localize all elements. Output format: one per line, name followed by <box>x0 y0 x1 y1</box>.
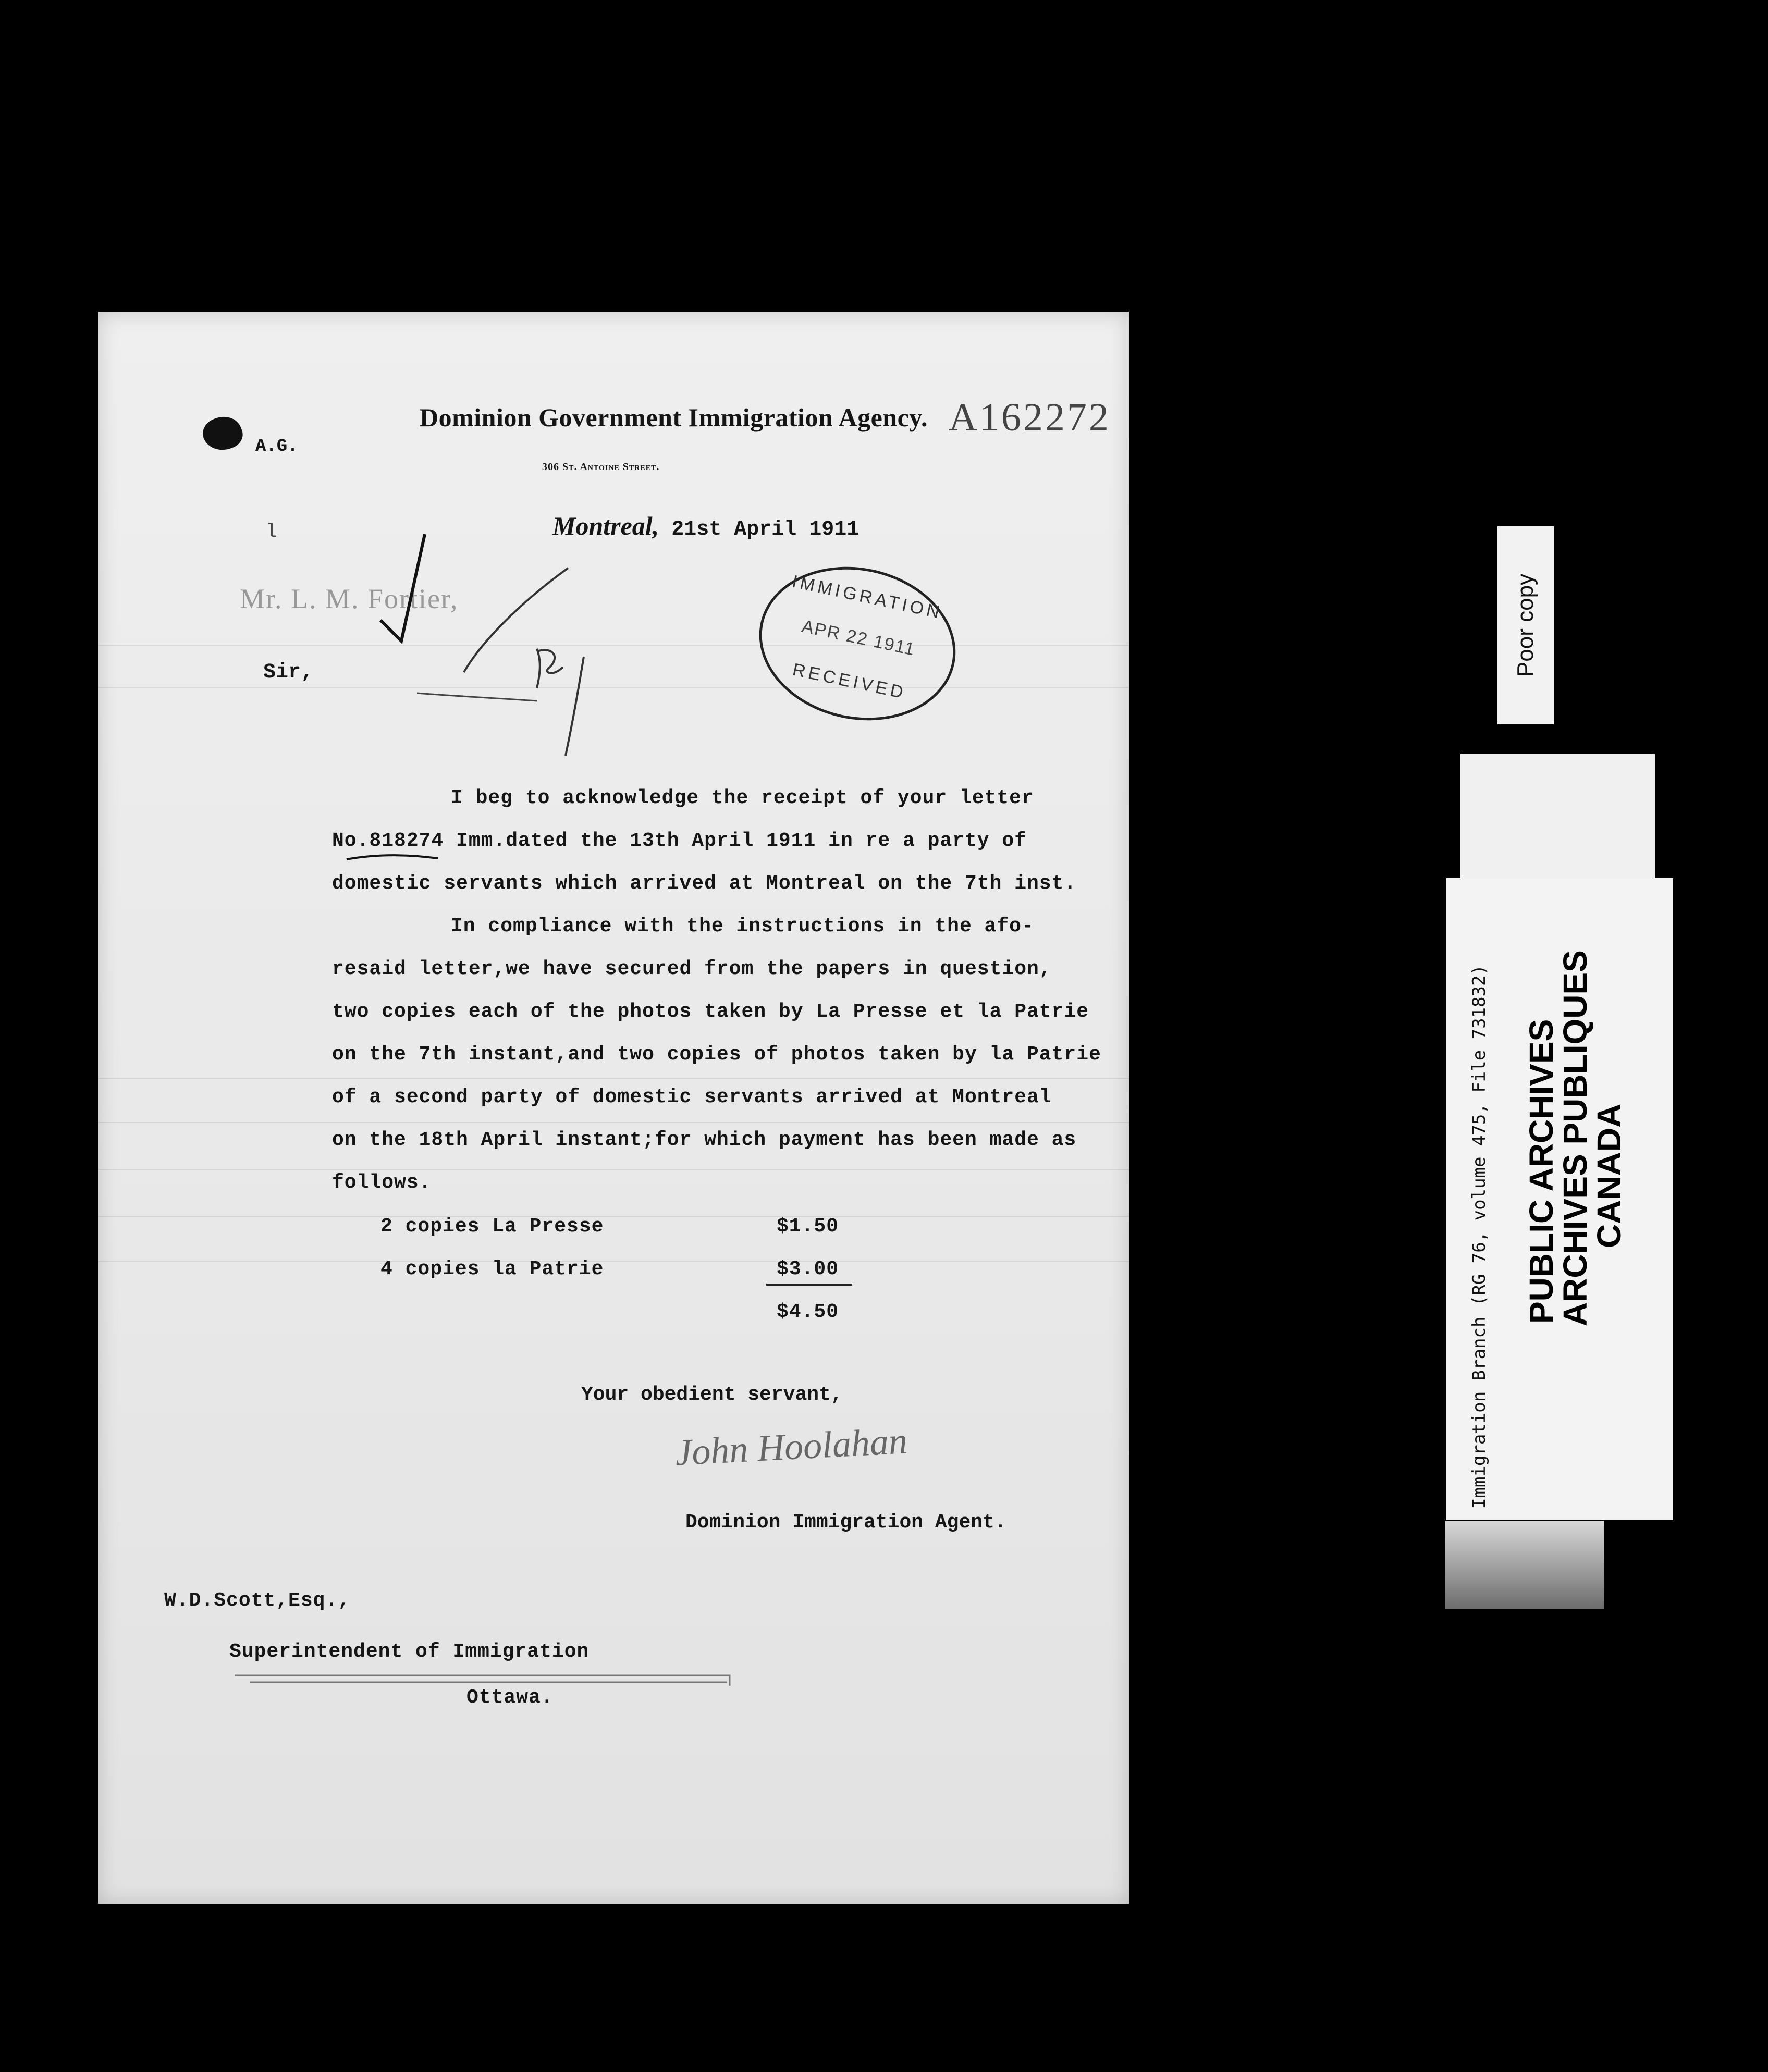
date-city: Montreal, <box>552 511 659 540</box>
ruled-line <box>98 1078 1129 1079</box>
poor-copy-text: Poor copy <box>1513 573 1538 677</box>
ruled-line <box>98 1169 1129 1170</box>
ruled-line <box>98 1261 1129 1262</box>
ruled-line <box>98 1122 1129 1123</box>
stamp-top-text: IMMIGRATION <box>790 571 944 623</box>
body-line: No.818274 Imm.dated the 13th April 1911 in re a party of <box>332 830 1027 852</box>
letterhead: Dominion Government Immigration Agency. <box>420 403 928 432</box>
recipient-city: Ottawa. <box>466 1686 554 1709</box>
salutation: Sir, <box>263 661 314 684</box>
archive-strip-top <box>1460 754 1655 884</box>
archive-reference: Immigration Branch (RG 76, volume 475, File 731832) <box>1469 965 1490 1509</box>
pencil-stroke <box>566 657 584 756</box>
body-line: on the 18th April instant;for which payment has been made as <box>332 1129 1077 1151</box>
pencil-stroke <box>417 693 537 701</box>
stamp-bottom-text: RECEIVED <box>791 659 908 704</box>
poor-copy-label <box>1497 526 1554 724</box>
body-line: two copies each of the photos taken by La Presse et la Patrie <box>332 1001 1089 1023</box>
body-line: on the 7th instant,and two copies of photos taken by la Patrie <box>332 1043 1101 1066</box>
stamp-date: APR 22 1911 <box>800 616 917 660</box>
recipient-title: Superintendent of Immigration <box>229 1641 590 1663</box>
file-number: A162272 <box>949 396 1111 439</box>
archive-line-country: CANADA <box>1590 1103 1628 1248</box>
pencil-marks <box>365 521 636 771</box>
pencil-marks-bottom <box>229 1652 745 1715</box>
reference-initials: A.G. <box>255 437 298 457</box>
underline-mark <box>344 852 443 862</box>
item-amount: $1.50 <box>777 1215 839 1238</box>
ruled-line <box>98 1216 1129 1217</box>
item-amount: $3.00 <box>777 1258 839 1280</box>
body-line: resaid letter,we have secured from the papers in question, <box>332 958 1052 980</box>
archive-line-fr: ARCHIVES PUBLIQUES <box>1556 950 1594 1326</box>
signature: John Hoolahan <box>674 1420 908 1474</box>
archive-line-en: PUBLIC ARCHIVES <box>1523 1019 1560 1324</box>
check-mark <box>380 534 425 641</box>
total-rule <box>766 1284 852 1286</box>
body-line: of a second party of domestic servants arrived at Montreal <box>332 1086 1052 1108</box>
pencil-scribble <box>537 649 563 688</box>
item-label: 2 copies La Presse <box>380 1215 604 1238</box>
closing: Your obedient servant, <box>581 1384 843 1406</box>
body-line: domestic servants which arrived at Montreal on the 7th inst. <box>332 872 1077 895</box>
body-line: I beg to acknowledge the receipt of your letter <box>451 787 1034 809</box>
recipient-name: W.D.Scott,Esq., <box>164 1589 351 1612</box>
item-label: 4 copies la Patrie <box>380 1258 604 1280</box>
date: 21st April 1911 <box>671 518 860 541</box>
margin-mark: l <box>266 521 277 542</box>
addressee: Mr. L. M. Fortier, <box>240 583 459 614</box>
signer-title: Dominion Immigration Agent. <box>685 1511 1006 1534</box>
letterhead-address: 306 St. Antoine Street. <box>542 461 660 473</box>
pencil-stroke <box>464 568 568 672</box>
body-line: In compliance with the instructions in the afo- <box>451 915 1034 938</box>
body-line: follows. <box>332 1171 432 1194</box>
total-amount: $4.50 <box>777 1301 839 1323</box>
archive-strip-bottom <box>1445 1521 1604 1609</box>
